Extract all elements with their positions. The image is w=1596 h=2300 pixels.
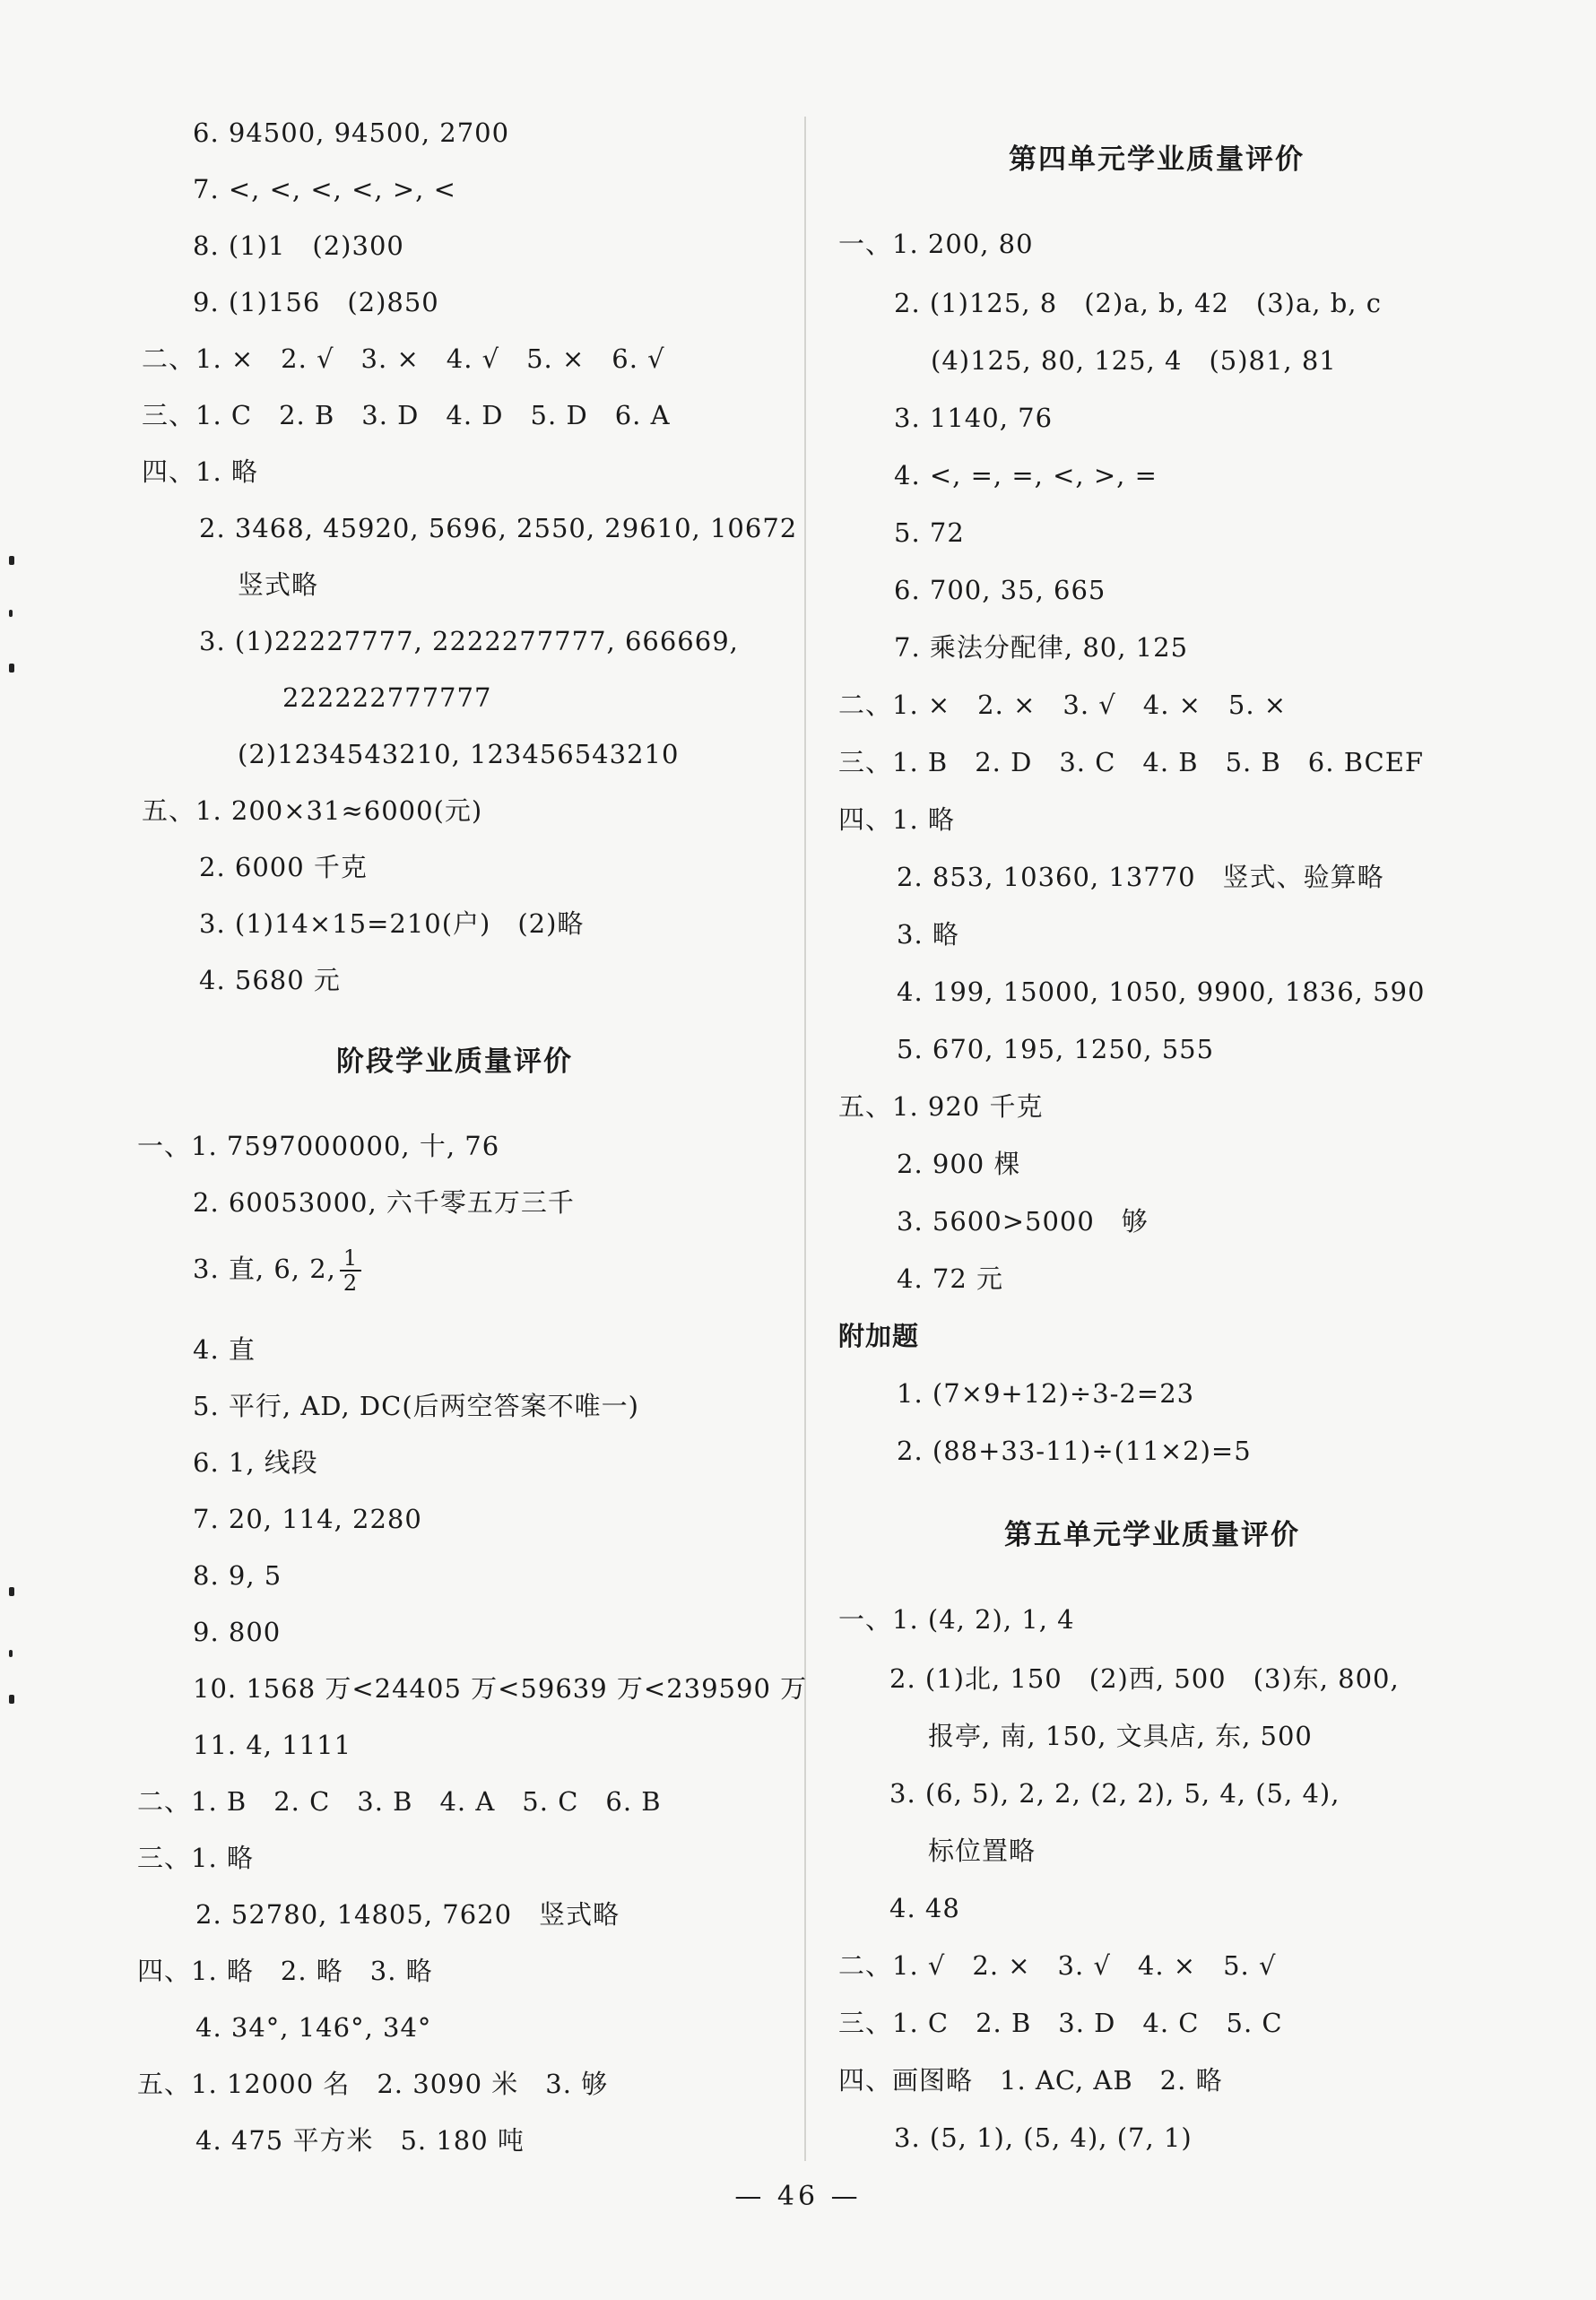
answer-line: 2. 6000 千克 xyxy=(199,852,368,882)
answer-line: 3. (1)22227777, 2222277777, 666669, xyxy=(199,626,739,656)
answer-line: 4. 48 xyxy=(889,1893,960,1923)
answer-line: 3. 5600>5000 够 xyxy=(897,1206,1149,1237)
answer-line: 二、1. B 2. C 3. B 4. A 5. C 6. B xyxy=(137,1786,662,1817)
answer-line: 5. 72 xyxy=(894,517,965,548)
answer-line: 6. 700, 35, 665 xyxy=(894,575,1106,605)
answer-line: 3. (5, 1), (5, 4), (7, 1) xyxy=(894,2122,1193,2153)
answer-line: 2. (1)125, 8 (2)a, b, 42 (3)a, b, c xyxy=(894,288,1382,318)
answer-line: 11. 4, 1111 xyxy=(193,1730,352,1760)
answer-line: 4. 199, 15000, 1050, 9900, 1836, 590 xyxy=(897,976,1426,1007)
fraction-numerator: 1 xyxy=(340,1246,361,1272)
answer-line: 报亭, 南, 150, 文具店, 东, 500 xyxy=(928,1721,1313,1751)
section-title: 第四单元学业质量评价 xyxy=(1009,143,1305,176)
fraction-denominator: 2 xyxy=(343,1271,359,1296)
answer-line: 3. (1)14×15=210(户) (2)略 xyxy=(199,908,585,939)
answer-line: 四、1. 略 xyxy=(142,456,258,487)
answer-line: 5. 670, 195, 1250, 555 xyxy=(897,1034,1215,1064)
subsection-title: 附加题 xyxy=(838,1321,920,1351)
answer-line: 3. 略 xyxy=(897,919,959,950)
answer-line: 四、画图略 1. AC, AB 2. 略 xyxy=(838,2065,1223,2096)
margin-mark xyxy=(9,1695,14,1704)
answer-line: 二、1. × 2. × 3. √ 4. × 5. × xyxy=(838,690,1288,720)
answer-line: 9. 800 xyxy=(193,1617,282,1647)
answer-line: 2. 900 棵 xyxy=(897,1149,1021,1179)
answer-line: 一、1. 200, 80 xyxy=(838,229,1034,259)
answer-line: (2)1234543210, 123456543210 xyxy=(238,739,680,769)
margin-mark xyxy=(9,610,13,617)
answer-line: 6. 1, 线段 xyxy=(193,1447,318,1478)
answer-line: 6. 94500, 94500, 2700 xyxy=(193,117,510,148)
answer-line: 4. 34°, 146°, 34° xyxy=(195,2012,432,2043)
answer-line: 4. 直 xyxy=(193,1334,256,1365)
answer-line: 10. 1568 万<24405 万<59639 万<239590 万 xyxy=(193,1673,808,1704)
answer-line: 一、1. 7597000000, 十, 76 xyxy=(137,1131,500,1161)
answer-line: 3. (6, 5), 2, 2, (2, 2), 5, 4, (5, 4), xyxy=(889,1778,1340,1809)
answer-line: 4. <, =, =, <, >, = xyxy=(894,460,1158,490)
answer-line: 2. 853, 10360, 13770 竖式、验算略 xyxy=(897,862,1384,892)
answer-line: 三、1. B 2. D 3. C 4. B 5. B 6. BCEF xyxy=(838,747,1425,777)
answer-line: 2. 60053000, 六千零五万三千 xyxy=(193,1187,575,1218)
margin-mark xyxy=(9,556,14,565)
answer-line: 7. <, <, <, <, >, < xyxy=(193,174,456,204)
answer-line: 8. (1)1 (2)300 xyxy=(193,230,404,261)
answer-line: 标位置略 xyxy=(928,1836,1037,1866)
answer-line: 竖式略 xyxy=(238,569,319,600)
answer-line: 2. (1)北, 150 (2)西, 500 (3)东, 800, xyxy=(889,1663,1400,1694)
column-divider xyxy=(804,117,806,2161)
answer-line: 2. 52780, 14805, 7620 竖式略 xyxy=(195,1899,620,1930)
answer-line: 三、1. 略 xyxy=(137,1843,254,1873)
answer-line: 五、1. 12000 名 2. 3090 米 3. 够 xyxy=(137,2069,609,2099)
answer-line: 五、1. 200×31≈6000(元) xyxy=(142,795,483,826)
answer-line: 二、1. √ 2. × 3. √ 4. × 5. √ xyxy=(838,1950,1277,1981)
answer-line: 7. 乘法分配律, 80, 125 xyxy=(894,632,1189,663)
answer-line: 二、1. × 2. √ 3. × 4. √ 5. × 6. √ xyxy=(142,343,665,374)
section-title: 阶段学业质量评价 xyxy=(336,1046,573,1078)
answer-line: 4. 475 平方米 5. 180 吨 xyxy=(195,2125,525,2156)
margin-mark xyxy=(9,1650,13,1657)
answer-line: 1. (7×9+12)÷3-2=23 xyxy=(897,1378,1195,1409)
margin-mark xyxy=(9,664,14,673)
answer-line: 5. 平行, AD, DC(后两空答案不唯一) xyxy=(193,1391,639,1421)
answer-line: 2. 3468, 45920, 5696, 2550, 29610, 10672 xyxy=(199,513,798,543)
answer-line: 三、1. C 2. B 3. D 4. D 5. D 6. A xyxy=(142,400,671,430)
answer-line: 一、1. (4, 2), 1, 4 xyxy=(838,1604,1075,1635)
answer-line: 五、1. 920 千克 xyxy=(838,1091,1044,1122)
answer-line: 2. (88+33-11)÷(11×2)=5 xyxy=(897,1436,1252,1466)
answer-line: 三、1. C 2. B 3. D 4. C 5. C xyxy=(838,2008,1283,2038)
answer-line-with-fraction xyxy=(193,1246,361,1295)
margin-mark xyxy=(9,1587,14,1596)
section-title: 第五单元学业质量评价 xyxy=(1004,1519,1300,1551)
fraction xyxy=(340,1246,361,1295)
answer-line: 222222777777 xyxy=(282,682,492,713)
page-number: — 46 — xyxy=(734,2181,862,2212)
answer-line: 9. (1)156 (2)850 xyxy=(193,287,439,317)
answer-line: 7. 20, 114, 2280 xyxy=(193,1504,422,1534)
answer-line: 四、1. 略 xyxy=(838,804,955,835)
answer-line: 8. 9, 5 xyxy=(193,1560,282,1591)
answer-text: 3. 直, 6, 2, xyxy=(193,1254,336,1284)
answer-line: 3. 1140, 76 xyxy=(894,403,1054,433)
answer-line: (4)125, 80, 125, 4 (5)81, 81 xyxy=(931,345,1337,376)
answer-line: 4. 5680 元 xyxy=(199,965,341,995)
answer-line: 四、1. 略 2. 略 3. 略 xyxy=(137,1956,433,1986)
answer-line: 4. 72 元 xyxy=(897,1263,1004,1294)
